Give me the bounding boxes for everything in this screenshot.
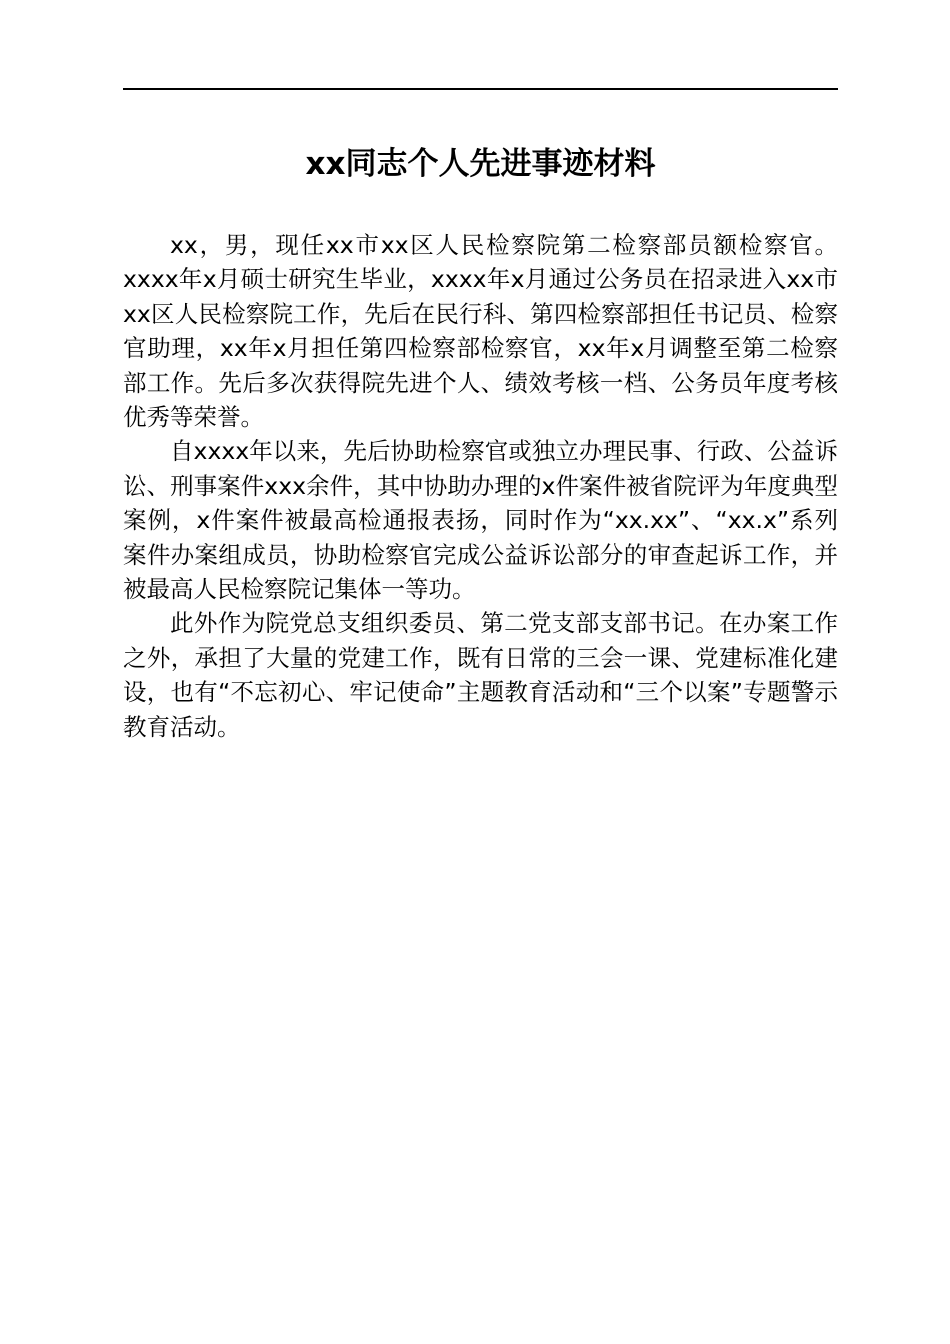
paragraph-2: 自xxxx年以来，先后协助检察官或独立办理民事、行政、公益诉讼、刑事案件xxx余件，其中协助办理的x件案件被省院评为年度典型案例，x件案件被最高检通报表扬，同时作为“xx.xx”、“xx.x”系列案件办案组成员，协助检察官完成公益诉讼部分的审查起诉工作，并被最高人民检察院记集体一等功。 <box>123 437 838 604</box>
paragraph-3: 此外作为院党总支组织委员、第二党支部支部书记。在办案工作之外，承担了大量的党建工作，既有日常的三会一课、党建标准化建设，也有“不忘初心、牢记使命”主题教育活动和“三个以案”专题警示教育活动。 <box>123 609 838 741</box>
header-rule <box>123 88 838 90</box>
paragraph-1: xx，男，现任xx市xx区人民检察院第二检察部员额检察官。xxxx年x月硕士研究生毕业，xxxx年x月通过公务员在招录进入xx市xx区人民检察院工作，先后在民行科、第四检察部担任书记员、检察官助理，xx年x月担任第四检察部检察官，xx年x月调整至第二检察部工作。先后多次获得院先进个人、绩效考核一档、公务员年度考核优秀等荣誉。 <box>123 231 838 432</box>
document-body <box>123 228 838 744</box>
document-title: xx同志个人先进事迹材料 <box>305 146 656 182</box>
